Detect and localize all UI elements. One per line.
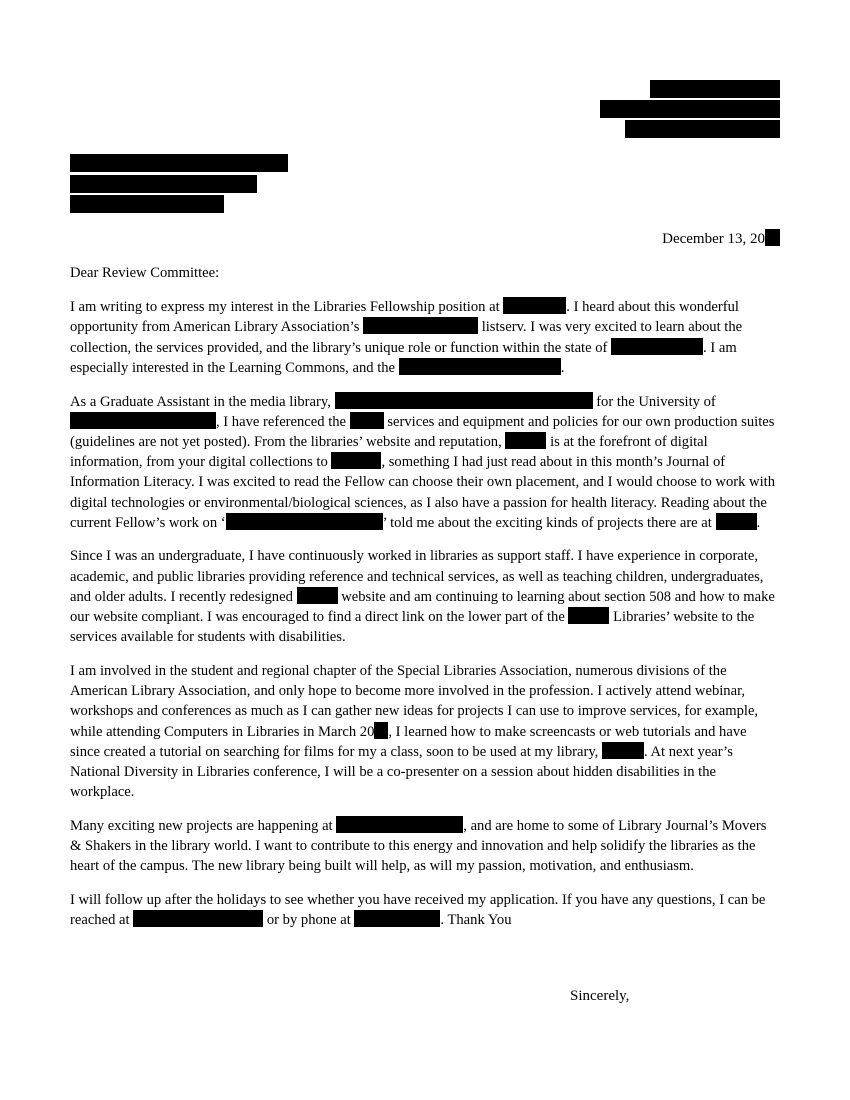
- p2-text-2: for the University of: [596, 393, 716, 410]
- paragraph-2: [70, 392, 780, 533]
- redacted-website-owner: [297, 587, 338, 604]
- paragraph-3: [70, 546, 780, 647]
- p4-text-3: . At next year’s National Diversity in Libraries conference, I will be a co-presenter on a session about hidden disabilities in the workplace.: [70, 743, 733, 801]
- redacted-library-name-2: [716, 513, 757, 530]
- p5-text-1: Many exciting new projects are happening at: [70, 817, 333, 834]
- p1-text-4: . I am especially interested in the Learning Commons, and the: [70, 339, 737, 376]
- redacted-fellow-project: [226, 513, 383, 530]
- letter-date: [662, 229, 780, 248]
- redacted-library-name-3: [568, 607, 609, 624]
- date-text: December 13, 20: [662, 231, 765, 247]
- paragraph-4: [70, 661, 780, 802]
- p4-text-1: I am involved in the student and regional chapter of the Special Libraries Association, numerous divisions of the American Library Association, and only hope to become more involved in the profession. I actively attend webinar, workshops and conferences as much as I can gather new ideas for projects I can use to improve services, for example, while attending Computers in Libraries in March 20: [70, 662, 759, 740]
- p1-text-1: I am writing to express my interest in the Libraries Fellowship position at: [70, 299, 500, 316]
- redacted-recipient-line-3: [70, 195, 224, 213]
- redacted-recipient-line-2: [70, 175, 257, 193]
- p2-text-3: , I have referenced the: [216, 413, 347, 430]
- redacted-sender-line-2: [600, 100, 780, 118]
- p1-text-5: .: [560, 359, 565, 376]
- paragraph-1: [70, 297, 780, 378]
- p6-text-2: or by phone at: [266, 912, 351, 929]
- redacted-phone: [354, 910, 440, 927]
- redacted-year-2: [374, 722, 388, 739]
- redacted-collection: [331, 452, 381, 469]
- paragraph-5: [70, 816, 780, 877]
- redacted-university: [70, 412, 216, 429]
- redacted-institution: [503, 297, 566, 314]
- redacted-library-name: [505, 432, 546, 449]
- letter-body: [70, 263, 780, 944]
- p2-text-5: is at the forefront of digital information, from your digital collections to: [70, 433, 708, 471]
- paragraph-6: [70, 890, 780, 930]
- p2-text-4: services and equipment and policies for our own production suites (guidelines are not yet posted). From the libraries’ website and reputation,: [70, 413, 775, 450]
- p3-text-2: website and am continuing to learning about section 508 and how to make our website compliant. I was encouraged to find a direct link on the lower part of the: [70, 588, 775, 626]
- p2-text-1: As a Graduate Assistant in the media library,: [70, 393, 331, 410]
- p4-text-2: , I learned how to make screencasts or web tutorials and have since created a tutorial on searching for films for my a class, soon to be used at my library,: [70, 723, 747, 760]
- redacted-institution-2: [336, 816, 463, 833]
- redacted-sender-line-1: [650, 80, 780, 98]
- redacted-media-library: [335, 392, 593, 409]
- p1-text-3: listserv. I was very excited to learn about the collection, the services provided, and the library’s unique role or function within the state of: [70, 319, 743, 356]
- p2-text-8: .: [756, 514, 761, 531]
- salutation: Dear Review Committee:: [70, 265, 220, 281]
- p2-text-6: , something I had just read about in this month’s Journal of Information Literacy. I was excited to read the Fellow can choose their own placement, and I would choose to work with digital technologies or environmental/biological sciences, as I also have a passion for health literacy. Reading about the current Fellow’s work on ‘: [70, 454, 776, 531]
- p6-text-1: I will follow up after the holidays to see whether you have received my application. If you have any questions, I can be reached at: [70, 891, 766, 929]
- redacted-year: [765, 229, 780, 246]
- redacted-abbrev: [350, 412, 384, 429]
- redacted-sender-line-3: [625, 120, 780, 138]
- p3-text-3: Libraries’ website to the services available for students with disabilities.: [70, 609, 755, 646]
- p2-text-7: ’ told me about the exciting kinds of projects there are at: [382, 514, 712, 531]
- redacted-my-library: [602, 742, 644, 759]
- redacted-email: [133, 910, 263, 927]
- closing: Sincerely,: [570, 988, 630, 1004]
- p1-text-2: . I heard about this wonderful opportunity from American Library Association’s: [70, 299, 739, 336]
- redacted-recipient-line-1: [70, 154, 288, 172]
- p6-text-3: . Thank You: [440, 912, 512, 929]
- p3-text-1: Since I was an undergraduate, I have continuously worked in libraries as support staff. I have experience in corporate, academic, and public libraries providing reference and technical services, as well as teaching children, undergraduates, and older adults. I recently redesigned: [70, 548, 764, 605]
- p5-text-2: , and are home to some of Library Journal’s Movers & Shakers in the library world. I want to contribute to this energy and innovation and help solidify the libraries as the heart of the campus. The new library being built will help, as will my passion, motivation, and enthusiasm.: [70, 817, 767, 875]
- redacted-program: [399, 358, 561, 375]
- redacted-listserv: [363, 317, 478, 334]
- redacted-state: [611, 338, 703, 355]
